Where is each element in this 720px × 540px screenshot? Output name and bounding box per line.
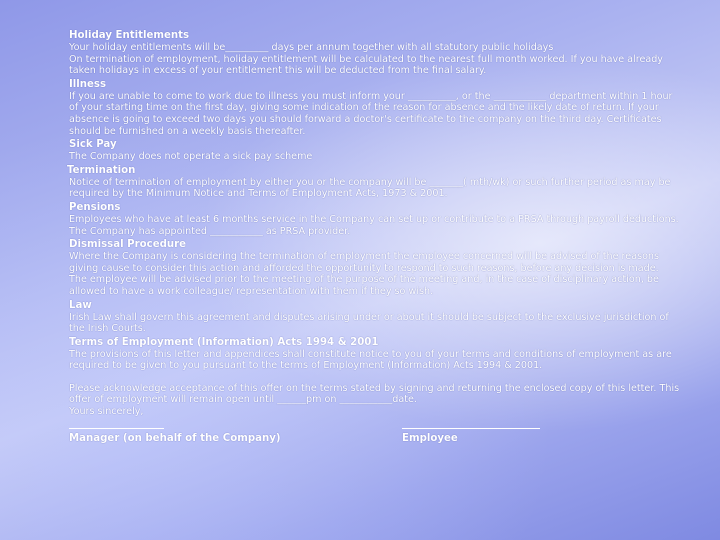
- illness-paragraph: If you are unable to come to work due to illness you must inform your __________, or the ___________ department within 1 hour of your starting time on the first day, giving some indication of the reason for absence and the likely date of return. If your absence is going to exceed two days you should forward a doctor's certificate to the company on the third day. Certificates should be furnished on a weekly basis thereafter.: [69, 90, 673, 137]
- holiday-paragraph-1: Your holiday entitlements will be_________ days per annum together with all statutory public holidays: [69, 42, 554, 53]
- pensions-heading: Pensions: [69, 201, 121, 213]
- dismissal-paragraph-1: Where the Company is considering the termination of employment the employee concerned will be advised of the reasons giving cause to consider this action and afforded the opportunity to respond to such reasons, before any decision is made.: [69, 251, 660, 274]
- closing-salutation: Yours sincerely,: [69, 406, 144, 418]
- law-paragraph: Irish Law shall govern this agreement and disputes arising under or about it should be subject to the exclusive jurisdiction of the Irish Courts.: [69, 311, 669, 335]
- closing-paragraph: Please acknowledge acceptance of this offer on the terms stated by signing and returning the enclosed copy of this letter. This offer of employment will remain open until ______pm on ___________date.: [69, 382, 680, 406]
- sick-pay-paragraph: The Company does not operate a sick pay scheme: [69, 151, 313, 163]
- acts-heading: Terms of Employment (Information) Acts 1994 & 2001: [69, 336, 379, 348]
- pensions-paragraph: Employees who have at least 6 months service in the Company can set up or contribute to a PRSA through payroll deductions. The Company has appointed ___________ as PRSA provider.: [69, 213, 679, 237]
- holiday-paragraph-2: On termination of employment, holiday entitlement will be calculated to the nearest full month worked. If you have already taken holidays in excess of your entitlement this will be deducted from the final salary.: [69, 53, 663, 77]
- employee-signature-label: Employee: [402, 432, 458, 444]
- manager-signature-label: Manager (on behalf of the Company): [69, 432, 281, 444]
- signature-block: [69, 420, 681, 450]
- termination-paragraph: Notice of termination of employment by either you or the company will be _______( mth/wk) or such further period as may be required by the Minimum Notice and Terms of Employment Acts, 1973 & 2001.: [69, 176, 671, 200]
- letter-body: [69, 28, 681, 450]
- illness-heading: Illness: [69, 78, 107, 90]
- sick-pay-heading: Sick Pay: [69, 139, 117, 151]
- employee-signature-line: [402, 428, 540, 429]
- acts-paragraph: The provisions of this letter and appendices shall constitute notice to you of your terms and conditions of employment as are required to be given to you pursuant to the terms of Employment (Information) Acts 1994 & 2001.: [69, 348, 672, 372]
- manager-signature-line: [69, 428, 164, 429]
- law-heading: Law: [69, 299, 92, 311]
- termination-heading: Termination: [67, 164, 136, 176]
- dismissal-paragraph-2: The employee will be advised prior to the meeting of the purpose of the meeting and, in the case of disciplinary action, be allowed to have a work colleague/ representation with them if they so wish.: [69, 274, 659, 297]
- holiday-heading: Holiday Entitlements: [69, 30, 190, 41]
- spacer: [69, 372, 681, 383]
- dismissal-heading: Dismissal Procedure: [69, 239, 187, 251]
